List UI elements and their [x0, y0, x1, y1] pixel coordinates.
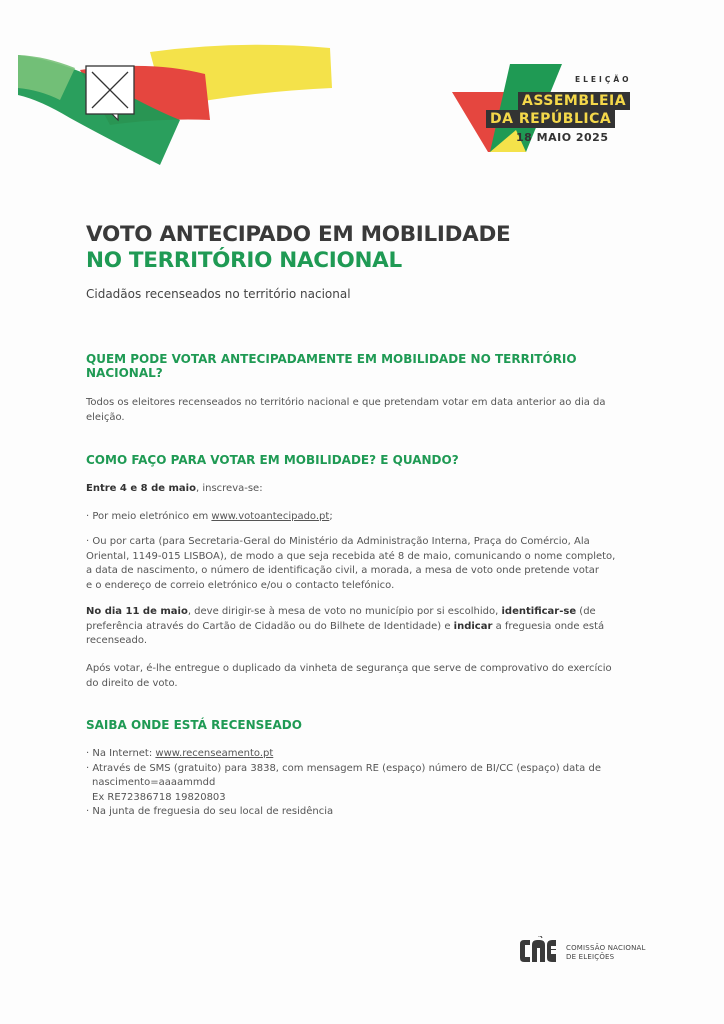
- bullet2-line4: e o endereço de correio eletrónico e/ou o contacto telefónico.: [86, 579, 395, 591]
- section3-bullet2-example: Ex RE72386718 19820803: [92, 791, 226, 803]
- section3-bullet1-prefix: · Na Internet:: [86, 748, 156, 759]
- p3-line3: recenseado.: [86, 635, 147, 646]
- page-title-line1: VOTO ANTECIPADO EM MOBILIDADE: [86, 222, 511, 247]
- section3-bullet1: [86, 747, 646, 762]
- cne-name: [566, 944, 646, 962]
- p3-line2: [86, 620, 646, 635]
- p4-line2: do direito de voto.: [86, 677, 178, 689]
- p3-bold-identificar: identificar-se: [501, 606, 577, 617]
- section2-paragraph4: [86, 662, 646, 691]
- p3-line1: [86, 605, 646, 620]
- election-label: ELEIÇÃO: [575, 75, 632, 84]
- section1-body: [86, 396, 646, 425]
- section2-heading: COMO FAÇO PARA VOTAR EM MOBILIDADE? E QUANDO?: [86, 453, 459, 467]
- cne-logo-icon: [518, 936, 558, 966]
- section3-bullet2-line2: nascimento=aaaammdd: [92, 777, 216, 788]
- section3-heading: SAIBA ONDE ESTÁ RECENSEADO: [86, 718, 302, 732]
- section3-bullets: [86, 747, 646, 820]
- decorative-ribbons: [0, 0, 360, 180]
- cne-name-line1: COMISSÃO NACIONAL: [566, 944, 646, 952]
- bullet2-line2: Oriental, 1149-015 LISBOA), de modo a que seja recebida até 8 de maio, comunicando o nome completo,: [86, 550, 616, 562]
- bullet1-prefix: · Por meio eletrónico em: [86, 511, 212, 522]
- p3-line2-text1: preferência através do Cartão de Cidadão ou do Bilhete de Identidade) e: [86, 620, 454, 632]
- page-title-line2: NO TERRITÓRIO NACIONAL: [86, 248, 402, 273]
- election-date: 18 MAIO 2025: [516, 131, 609, 144]
- page-subtitle: Cidadãos recenseados no território nacional: [86, 287, 351, 301]
- recenseamento-link[interactable]: www.recenseamento.pt: [155, 748, 274, 759]
- section2-bullet1: [86, 510, 646, 525]
- election-title-line2: DA REPÚBLICA: [486, 110, 615, 128]
- p3-text2: (de: [576, 606, 596, 617]
- section1-heading-line2: NACIONAL?: [86, 366, 163, 380]
- section2-bullet2: [86, 535, 646, 593]
- section1-heading-line1: QUEM PODE VOTAR ANTECIPADAMENTE EM MOBILIDADE NO TERRITÓRIO: [86, 352, 577, 366]
- p4-line1: Após votar, é-lhe entregue o duplicado da vinheta de segurança que serve de comprovativo do exercício: [86, 663, 612, 674]
- ballot-x-icon: [86, 66, 134, 120]
- section1-heading: [86, 352, 646, 380]
- p3-bold-indicar: indicar: [453, 620, 493, 632]
- section1-body-line1: Todos os eleitores recenseados no território nacional e que pretendam votar em data anterior ao dia da: [86, 397, 606, 408]
- election-title-line1: ASSEMBLEIA: [518, 92, 630, 110]
- bullet2-line3: a data de nascimento, o número de identificação civil, a morada, a mesa de voto onde pretende votar: [86, 565, 599, 576]
- section2-intro-bold: Entre 4 e 8 de maio: [86, 483, 196, 494]
- bullet1-suffix: ;: [329, 511, 333, 522]
- p3-text1: , deve dirigir-se à mesa de voto no município por si escolhido,: [187, 606, 502, 617]
- section2-paragraph3: [86, 605, 646, 649]
- votoantecipado-link[interactable]: www.votoantecipado.pt: [211, 511, 330, 522]
- p3-bold-date: No dia 11 de maio: [86, 606, 188, 617]
- p3-line2-text2: a freguesia onde está: [492, 620, 605, 632]
- section3-bullet3: · Na junta de freguesia do seu local de residência: [86, 806, 334, 817]
- section3-bullet2-line1: · Através de SMS (gratuito) para 3838, com mensagem RE (espaço) número de BI/CC (espaço) data de: [86, 762, 601, 774]
- section1-body-line2: eleição.: [86, 411, 125, 423]
- bullet2-line1: · Ou por carta (para Secretaria-Geral do Ministério da Administração Interna, Praça do Comércio, Ala: [86, 536, 590, 547]
- cne-name-line2: DE ELEIÇÕES: [566, 953, 615, 961]
- section2-intro: [86, 482, 646, 497]
- section2-intro-rest: , inscreva-se:: [195, 483, 263, 494]
